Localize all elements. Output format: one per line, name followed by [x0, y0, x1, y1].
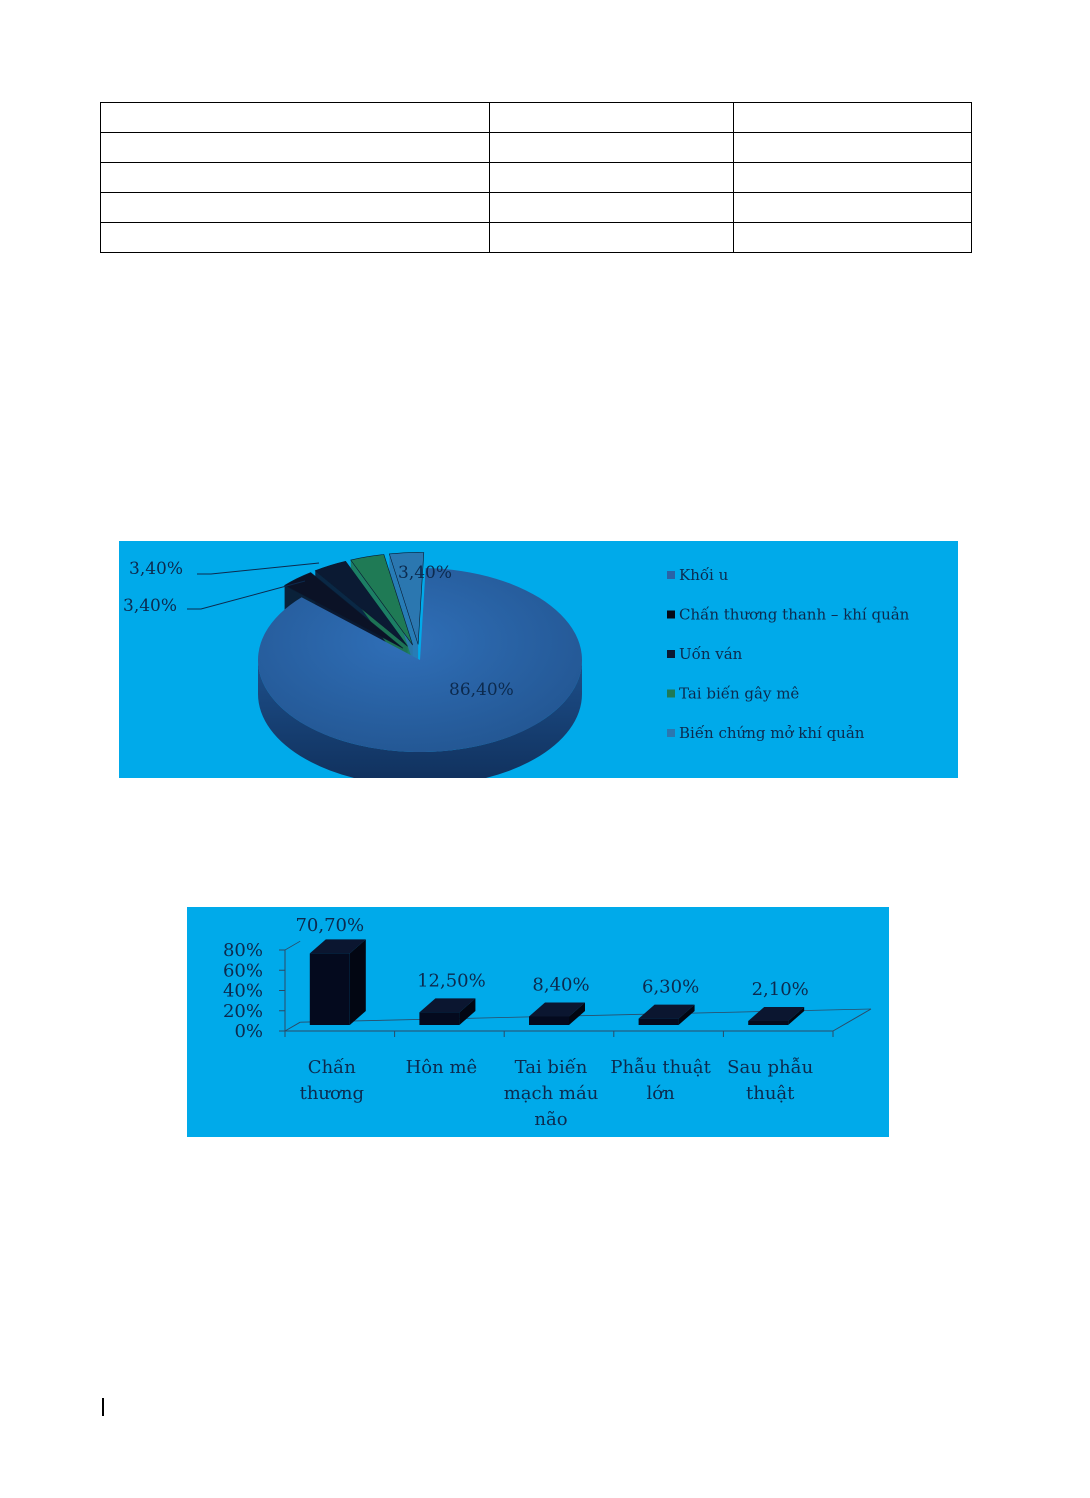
category-label: Chấn	[307, 1057, 356, 1078]
category-label: não	[534, 1109, 568, 1130]
table-cell	[490, 163, 734, 193]
pie-data-label: 3,40%	[398, 563, 453, 583]
category-label: Hôn mê	[405, 1057, 478, 1078]
table-cell	[490, 223, 734, 253]
pie-chart	[119, 541, 958, 778]
leader-line	[197, 563, 319, 574]
legend-label: Uốn ván	[679, 645, 743, 663]
category-label: lớn	[646, 1083, 675, 1104]
category-label: thương	[299, 1083, 364, 1104]
table-row	[101, 103, 972, 133]
legend-label: Biến chứng mở khí quản	[679, 724, 865, 742]
y-tick-label: 20%	[222, 1000, 263, 1022]
pie-data-label: 86,40%	[449, 680, 514, 700]
bar-value-label: 70,70%	[295, 915, 365, 936]
bar	[529, 1002, 585, 1025]
category-label: Sau phẫu	[727, 1057, 814, 1078]
legend-swatch	[667, 571, 675, 579]
wall-edge	[285, 941, 300, 950]
category-label: Tai biến	[514, 1057, 588, 1078]
bar-value-label: 12,50%	[417, 970, 486, 992]
legend-swatch	[667, 729, 675, 737]
legend-label: Chấn thương thanh – khí quản	[679, 605, 910, 624]
y-tick-label: 40%	[222, 980, 263, 1002]
table-cell	[734, 163, 972, 193]
bar	[639, 1005, 695, 1025]
bar-value-label: 2,10%	[751, 979, 809, 1000]
bar	[419, 998, 475, 1025]
category-label: mạch máu	[503, 1083, 599, 1104]
table-cell	[734, 103, 972, 133]
bar-value-label: 8,40%	[532, 974, 590, 996]
floor-edge	[833, 1009, 871, 1031]
legend-swatch	[667, 690, 675, 698]
table-row	[101, 223, 972, 253]
y-tick-label: 0%	[234, 1021, 263, 1042]
table-cell	[101, 223, 490, 253]
table-cell	[734, 133, 972, 163]
legend-label: Tai biến gây mê	[679, 684, 800, 703]
bar-value-label: 6,30%	[642, 976, 700, 998]
table-cell	[734, 223, 972, 253]
table-row	[101, 163, 972, 193]
bar	[748, 1007, 804, 1025]
y-tick-label: 60%	[222, 960, 263, 982]
table-cell	[490, 103, 734, 133]
y-tick-label: 80%	[222, 940, 263, 961]
category-label: thuật	[746, 1083, 795, 1104]
table-cell	[101, 133, 490, 163]
table-cell	[101, 193, 490, 223]
table-cell	[490, 193, 734, 223]
bar	[310, 939, 366, 1025]
pie-data-label: 3,40%	[129, 559, 184, 579]
table-row	[101, 133, 972, 163]
table-cell	[734, 193, 972, 223]
legend-swatch	[667, 611, 675, 619]
table-cell	[101, 103, 490, 133]
category-label: Phẫu thuật	[610, 1057, 711, 1078]
bar-chart-panel	[187, 907, 889, 1137]
legend-label: Khối u	[679, 566, 729, 584]
data-table	[100, 102, 972, 253]
table-row	[101, 193, 972, 223]
floor-edge	[285, 1022, 300, 1031]
margin-marker	[102, 1398, 104, 1416]
table-cell	[490, 133, 734, 163]
pie-data-label: 3,40%	[123, 596, 178, 616]
bar-chart	[187, 907, 889, 1137]
pie-chart-panel	[119, 541, 958, 778]
legend-swatch	[667, 650, 675, 658]
table-cell	[101, 163, 490, 193]
